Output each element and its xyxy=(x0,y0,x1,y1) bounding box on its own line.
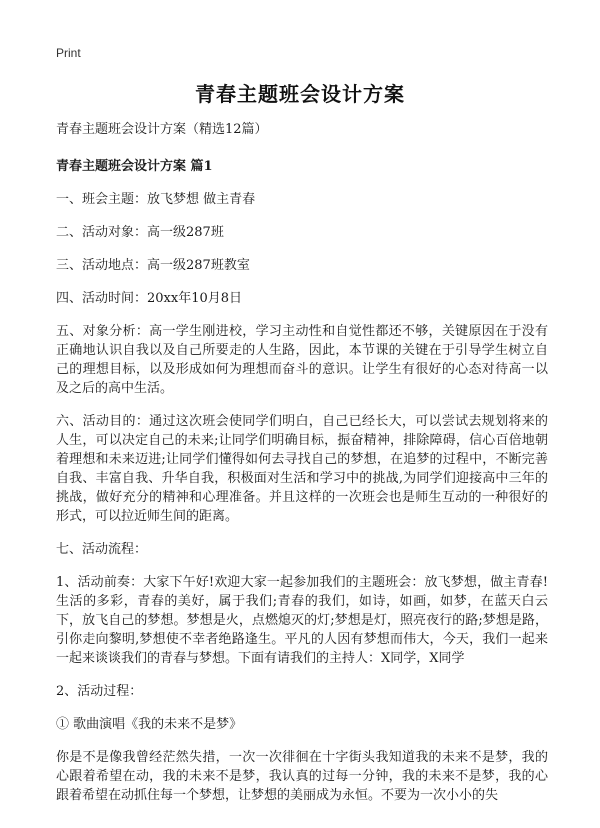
item-analysis: 五、对象分析：高一学生刚进校，学习主动性和自觉性都还不够，关键原因在于没有正确地认识自我以及自己所要走的人生路，因此，本节课的关键在于引导学生树立自己的理想目标，以及形成如何为理想而奋斗的意识。让学生有很好的心态对待高一以及之后的高中生活。 xyxy=(56,324,548,396)
document-subtitle: 青春主题班会设计方案（精选12篇） xyxy=(56,122,268,137)
print-label[interactable]: Print xyxy=(56,46,81,60)
item-location: 三、活动地点：高一级287班教室 xyxy=(56,258,250,273)
item-prelude: 1、活动前奏：大家下午好!欢迎大家一起参加我们的主题班会：放飞梦想，做主青春!生活的多彩，青春的美好，属于我们;青春的我们，如诗，如画，如梦，在蓝天白云下，放飞自己的梦想。梦想是火，点燃熄灭的灯;梦想是灯，照亮夜行的路;梦想是路，引你走向黎明,梦想使不幸者绝路逢生。平凡的人因有梦想而伟大，今天，我们一起来一起来谈谈我们的青春与梦想。下面有请我们的主持人：X同学，X同学 xyxy=(56,575,548,666)
item-process: 2、活动过程： xyxy=(56,684,143,699)
item-time: 四、活动时间：20xx年10月8日 xyxy=(56,291,243,306)
item-audience: 二、活动对象：高一级287班 xyxy=(56,225,224,240)
document-body xyxy=(56,120,548,819)
section-heading: 青春主题班会设计方案 篇1 xyxy=(56,159,213,174)
item-song-lyrics: 你是不是像我曾经茫然失措，一次一次徘徊在十字街头我知道我的未来不是梦，我的心跟着希望在动，我的未来不是梦，我认真的过每一分钟，我的未来不是梦，我的心跟着希望在动抓住每一个梦想，让梦想的美丽成为永恒。不要为一次小小的失 xyxy=(56,750,548,803)
item-process-heading: 七、活动流程： xyxy=(56,542,148,557)
item-theme: 一、班会主题：放飞梦想 做主青春 xyxy=(56,192,256,207)
item-song-title: ① 歌曲演唱《我的未来不是梦》 xyxy=(56,717,243,732)
item-purpose: 六、活动目的：通过这次班会使同学们明白，自己已经长大，可以尝试去规划将来的人生，可以决定自己的未来;让同学们明确目标，振奋精神，排除障碍，信心百倍地朝着理想和未来迈进;让同学们懂得如何去寻找自己的梦想，在追梦的过程中，不断完善自我、丰富自我、升华自我，积极面对生活和学习中的挑战,为同学们迎接高中三年的挑战，做好充分的精神和心理准备。并且这样的一次班会也是师生互动的一种很好的形式，可以拉近师生间的距离。 xyxy=(56,414,548,524)
page-title: 青春主题班会设计方案 xyxy=(195,82,405,106)
